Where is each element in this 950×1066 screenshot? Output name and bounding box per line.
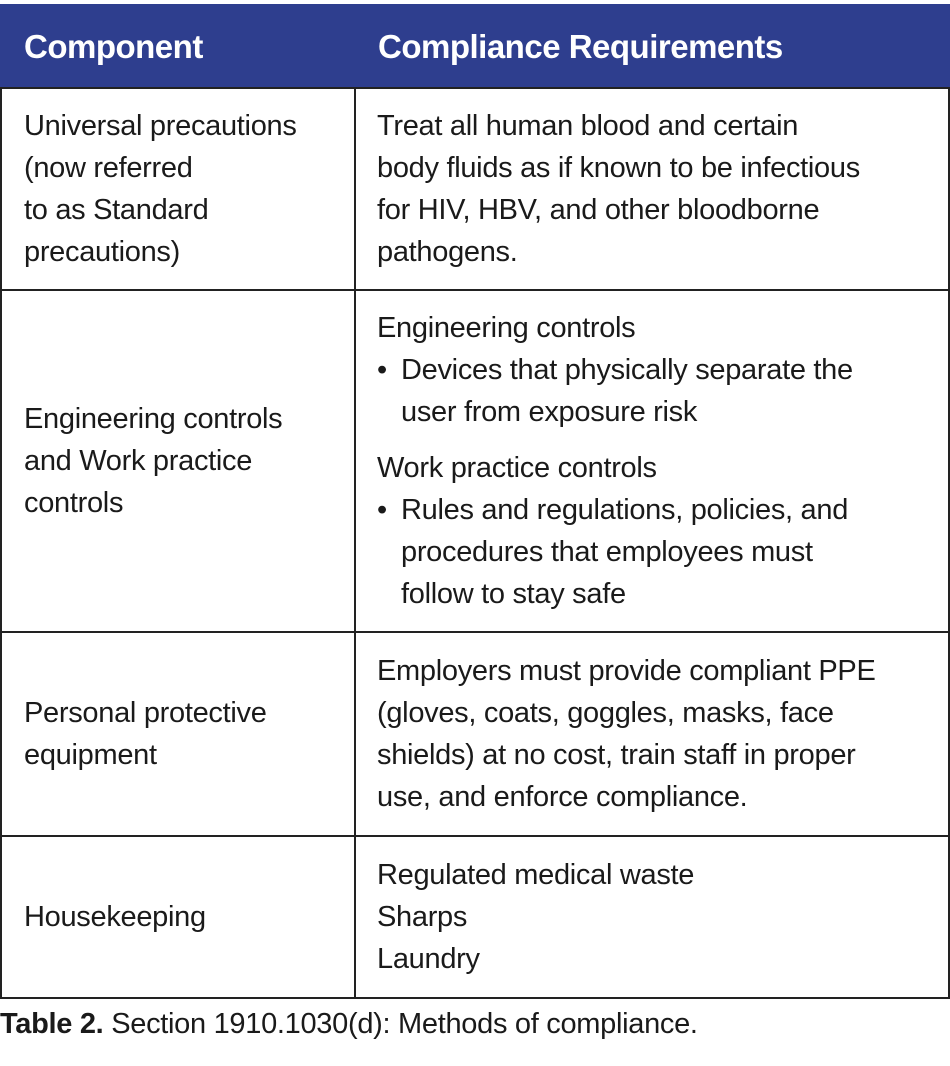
bullet-line: Devices that physically separate the bbox=[401, 354, 853, 386]
table-row bbox=[1, 836, 949, 998]
component-line: to as Standard bbox=[24, 194, 209, 226]
bullet-icon: • bbox=[377, 494, 387, 526]
requirement-line: Treat all human blood and certain bbox=[377, 110, 799, 142]
component-line: Universal precautions bbox=[24, 110, 297, 142]
component-line: Housekeeping bbox=[24, 901, 206, 933]
bullet-line: Rules and regulations, policies, and bbox=[401, 494, 849, 526]
bullet-icon: • bbox=[377, 354, 387, 386]
table-row bbox=[1, 290, 949, 632]
column-header-requirements: Compliance Requirements bbox=[355, 5, 949, 88]
caption-label: Table 2. bbox=[0, 1008, 104, 1040]
requirement-cell bbox=[355, 290, 949, 632]
component-line: and Work practice bbox=[24, 445, 253, 477]
bullet-line: follow to stay safe bbox=[401, 578, 626, 610]
caption-text: Section 1910.1030(d): Methods of compliance. bbox=[103, 1008, 698, 1040]
table-row bbox=[1, 88, 949, 290]
component-cell bbox=[1, 632, 355, 836]
section-gap bbox=[377, 433, 940, 447]
component-line: equipment bbox=[24, 739, 157, 771]
requirement-cell bbox=[355, 88, 949, 290]
section-title: Work practice controls bbox=[377, 452, 657, 484]
component-line: (now referred bbox=[24, 152, 193, 184]
requirement-line: (gloves, coats, goggles, masks, face bbox=[377, 697, 834, 729]
bullet-line: user from exposure risk bbox=[401, 396, 698, 428]
bullet-item bbox=[377, 349, 940, 433]
section-title: Engineering controls bbox=[377, 312, 636, 344]
component-cell bbox=[1, 88, 355, 290]
requirement-line: Sharps bbox=[377, 901, 468, 933]
requirement-line: use, and enforce compliance. bbox=[377, 781, 748, 813]
requirement-cell bbox=[355, 836, 949, 998]
table-caption bbox=[0, 1008, 698, 1041]
bullet-item bbox=[377, 489, 940, 615]
requirement-cell bbox=[355, 632, 949, 836]
table-row bbox=[1, 632, 949, 836]
component-cell bbox=[1, 836, 355, 998]
table-header-row bbox=[1, 5, 949, 88]
compliance-table bbox=[0, 4, 950, 999]
component-line: controls bbox=[24, 487, 124, 519]
requirement-line: shields) at no cost, train staff in proper bbox=[377, 739, 856, 771]
component-line: precautions) bbox=[24, 236, 180, 268]
column-header-component: Component bbox=[1, 5, 355, 88]
requirement-line: Laundry bbox=[377, 943, 480, 975]
requirement-line: body fluids as if known to be infectious bbox=[377, 152, 860, 184]
bullet-line: procedures that employees must bbox=[401, 536, 813, 568]
component-line: Engineering controls bbox=[24, 403, 283, 435]
requirement-line: Regulated medical waste bbox=[377, 859, 695, 891]
component-line: Personal protective bbox=[24, 697, 267, 729]
compliance-table-wrapper bbox=[0, 4, 948, 999]
requirement-line: pathogens. bbox=[377, 236, 518, 268]
component-cell bbox=[1, 290, 355, 632]
requirement-line: for HIV, HBV, and other bloodborne bbox=[377, 194, 820, 226]
requirement-line: Employers must provide compliant PPE bbox=[377, 655, 876, 687]
